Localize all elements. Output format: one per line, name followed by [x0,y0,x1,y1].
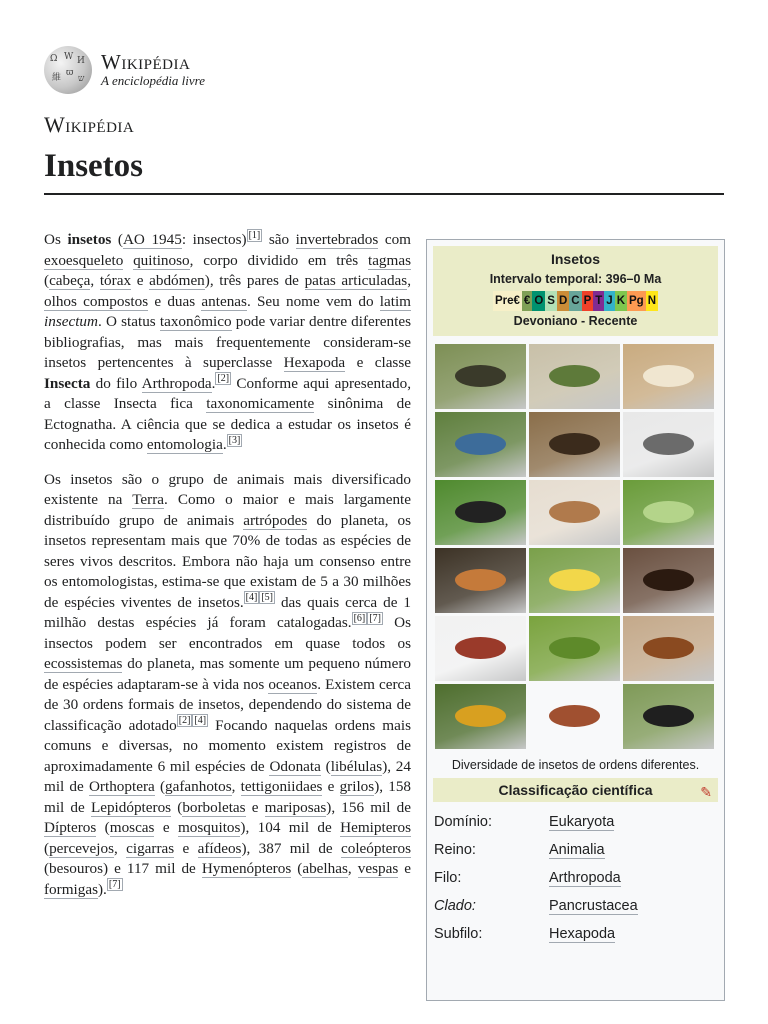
text-run: ), três pares de [204,272,305,289]
text-run: e duas [148,292,202,310]
insect-photo[interactable] [529,412,620,477]
article-body [44,230,411,914]
timeline-period[interactable]: J [604,291,614,311]
timeline-period[interactable]: T [593,291,604,311]
article-link[interactable]: borboletas [182,798,246,816]
article-link[interactable]: Dípteros [44,819,97,836]
classification-row [427,920,724,948]
taxobox-title: Insetos [550,251,600,267]
citation-link[interactable]: [7] [369,612,381,624]
taxon-link[interactable]: Hexapoda [549,925,616,942]
insect-figure [643,637,694,659]
citation-link[interactable]: [2] [178,715,191,727]
article-link[interactable]: abelhas [302,860,348,877]
text-run: , [114,839,127,857]
classification-row [427,892,724,920]
taxobox [426,239,725,1001]
citation-link[interactable]: [6] [353,612,366,624]
text-run: do planeta, os insetos representam mais que 70% de todas as espécies de seres vivos descritos. Embora não haja um consenso entre os entomologistas, estima-se que existam de 5 a 30 milhões de espécies viventes de insetos. [44,511,411,611]
insect-photo[interactable] [623,548,714,613]
article-link[interactable]: tórax [99,272,132,289]
text-run: com [378,231,411,248]
text-run: ), 387 mil de [241,839,341,857]
classification-row [427,864,724,892]
text-run: das quais cerca de 1 milhão destas espécies já foram catalogadas. [44,593,411,631]
text-run: Os insectos podem ser encontrados em quase todos os [44,614,411,652]
article-link[interactable]: Orthoptera [88,778,155,795]
article-link[interactable]: Odonata [269,757,321,775]
insect-photo[interactable] [529,480,620,545]
insect-figure [549,433,600,455]
text-run: ( [44,839,50,857]
text-run: . Como o maior e mais largamente distribuído grupo de animais [44,491,411,529]
insect-figure [455,705,506,727]
insect-photo[interactable] [529,344,620,409]
site-brand[interactable] [101,51,205,89]
classification-title: Classificação científica [498,782,653,798]
article-link[interactable]: entomologia [146,436,223,453]
taxon-link[interactable]: Eukaryota [549,813,615,830]
article-link[interactable]: artrópodes [243,511,308,529]
globe-glyph: И [77,56,85,66]
taxobox-header [433,246,718,336]
text-run: ( [171,798,183,816]
citation-link[interactable]: [7] [108,879,121,891]
classification-row [427,808,724,836]
article-link[interactable]: antenas [201,292,247,310]
site-header [44,46,205,94]
globe-glyph: 維 [52,73,62,83]
title-divider [44,193,724,195]
article-link[interactable]: formigas [44,880,98,898]
insect-figure [549,569,600,591]
article-link[interactable]: taxonomicamente [206,395,315,412]
bold-term: Insecta [44,374,91,392]
article-link[interactable]: tagmas [367,251,411,269]
article-link[interactable]: cigarras [126,839,175,857]
article-link[interactable]: Hymenópteros [201,860,292,877]
article-link[interactable]: latim [379,292,411,310]
globe-glyph: ש [78,74,85,84]
site-wordmark[interactable]: Wikipédia [101,50,191,74]
citation-link[interactable]: [2] [217,373,230,385]
insect-figure [549,501,600,523]
bold-term: insetos [67,231,112,248]
article-link[interactable]: Lepidópteros [90,798,172,816]
insect-figure [643,569,694,591]
insect-photo[interactable] [435,412,526,477]
timeline-period[interactable]: O [532,291,545,311]
article-link[interactable]: invertebrados [295,231,379,248]
text-run: , [231,778,241,795]
rank-label: Domínio: [434,814,493,830]
taxon-link[interactable]: Animalia [549,841,605,858]
text-run: são [262,231,296,248]
article-link[interactable]: cabeça [49,272,91,289]
rank-label[interactable]: Clado: [434,898,476,914]
period-range: Devoniano - Recente [513,314,638,328]
citation-link[interactable]: [4] [245,592,258,604]
timeline-period[interactable]: K [615,291,627,311]
insect-figure [643,501,694,523]
article-link[interactable]: oceanos [268,675,318,693]
text-run: e [322,778,340,795]
globe-glyph: W [64,52,74,62]
rank-label: Subfilo: [434,926,483,942]
timeline-period[interactable]: C [569,291,581,311]
article-link[interactable]: libélulas [330,757,383,775]
insect-figure [549,637,600,659]
text-run: ( [154,778,166,795]
text-run: ), 24 mil de [44,757,411,795]
insect-figure [455,365,506,387]
text-run: e [131,272,150,289]
article-link[interactable]: exoesqueleto [44,251,124,269]
text-run: , [347,860,358,877]
article-link[interactable]: mariposas [264,798,327,816]
text-run: e [154,819,178,836]
text-run: e [174,839,198,857]
text-run: sinônima de Ectognatha. A ciência que se dedica a estudar os insetos é conhecida como [44,395,411,453]
text-run: ( [111,231,123,248]
insect-photo[interactable] [435,548,526,613]
globe-glyph: ϖ [66,68,74,78]
text-run: ( [291,860,303,877]
insect-figure [549,365,600,387]
text-run: ), 156 mil de [326,798,411,816]
image-caption: Diversidade de insetos de ordens diferentes. [451,758,700,772]
italic-term: insectum [44,313,98,330]
article-link[interactable]: AO 1945 [122,231,182,248]
insect-figure [455,569,506,591]
insect-figure [643,365,694,387]
text-run: ( [320,757,331,775]
timeline-period[interactable]: N [646,291,658,311]
insect-image-grid [435,344,724,749]
text-run: do planeta, mas somente um pequeno número de espécies adaptaram-se à vida nos [44,655,411,693]
text-run: Conforme aqui apresentado, a classe Insecta fica [44,374,411,412]
timeline-period[interactable]: S [545,291,557,311]
classification-row [427,836,724,864]
insect-figure [455,501,506,523]
site-tagline: A enciclopédia livre [101,73,205,88]
insect-photo[interactable] [435,684,526,749]
citation-link[interactable]: [1] [248,229,261,241]
article-link[interactable]: gafanhotos [165,778,232,795]
insect-figure [643,433,694,455]
article-link[interactable]: ecossistemas [44,655,123,672]
text-run: ). [98,880,107,898]
globe-glyph: Ω [50,54,58,64]
geologic-timeline[interactable] [433,291,718,311]
rank-label: Filo: [434,870,462,886]
text-run: ( [44,272,50,289]
text-run: , [407,272,411,289]
secondary-wordmark: Wikipédia [44,112,135,137]
edit-pencil-icon[interactable]: ✎ [700,784,712,800]
text-run: , [90,272,100,289]
text-run: e [398,860,412,877]
insect-photo[interactable] [623,412,714,477]
text-run: e classe [345,354,411,371]
article-link[interactable]: tettigoniidaes [240,778,323,795]
citation-link[interactable]: [3] [228,434,241,446]
page-title: Insetos [44,148,144,184]
article-link[interactable]: abdómen [149,272,205,289]
article-link[interactable]: mosquitos [177,819,241,836]
insect-photo[interactable] [623,684,714,749]
classification-table [427,808,724,948]
article-link[interactable]: Hemipteros [340,819,411,836]
rank-label: Reino: [434,842,476,858]
text-run: ( [96,819,110,836]
text-run [123,252,133,269]
text-run: do filo [90,374,142,392]
article-link[interactable]: vespas [357,860,399,877]
insect-photo[interactable] [529,616,620,681]
text-run: Focando naquelas ordens mais comuns e diversas, no momento existem registros de aproximadamente 6 mil espécies de [44,716,411,775]
text-run: ), 104 mil de [240,819,341,836]
timeline-period[interactable]: € [522,291,532,311]
insect-figure [455,637,506,659]
insect-photo[interactable] [623,616,714,681]
temporal-range: Intervalo temporal: 396–0 Ma [489,272,662,286]
insect-figure [455,433,506,455]
text-run: , corpo dividido em três [189,251,368,269]
text-run: Os [44,231,68,248]
insect-photo[interactable] [623,480,714,545]
insect-figure [549,705,600,727]
timeline-period[interactable]: Pre€ [493,291,522,311]
insect-photo[interactable] [435,616,526,681]
citation-link[interactable]: [5] [261,592,273,604]
citation-link[interactable]: [4] [194,715,207,727]
text-run: . Seu nome vem do [246,292,380,310]
article-link[interactable]: quitinoso [133,251,190,269]
text-run: . [222,436,227,453]
insect-photo[interactable] [435,480,526,545]
text-run: ), 158 mil de [44,778,412,816]
paragraph-1 [44,230,411,456]
article-link[interactable]: Hexapoda [283,354,346,371]
article-link[interactable]: taxonômico [159,313,232,330]
wikipedia-globe-icon[interactable] [44,46,92,94]
timeline-period[interactable]: Pg [627,291,646,311]
article-link[interactable]: moscas [109,819,155,836]
text-run: Os insetos são o grupo de animais mais diversificado existente na [44,470,411,508]
text-run: : insectos) [181,231,247,248]
text-run: . Existem cerca de 30 ordens formais de insetos, dependendo do sistema de classificação adotado [44,675,411,734]
text-run: (besouros) e 117 mil de [44,860,202,877]
timeline-period[interactable]: P [582,291,594,311]
article-link[interactable]: percevejos [49,839,114,857]
timeline-period[interactable]: D [557,291,569,311]
article-link[interactable]: olhos compostos [44,292,149,310]
text-run: pode variar dentre diferentes bibliografias, mas mais frequentemente consideram-se insetos pertencentes à superclasse [44,313,412,371]
article-link[interactable]: Terra [132,491,165,508]
insect-photo[interactable] [623,344,714,409]
article-link[interactable]: patas articuladas [304,272,408,289]
article-link[interactable]: afídeos [197,839,242,857]
insect-photo[interactable] [529,684,620,749]
text-run: e [245,798,265,816]
insect-photo[interactable] [435,344,526,409]
text-run: . [211,374,216,392]
taxon-link[interactable]: Arthropoda [549,869,621,886]
article-link[interactable]: grilos [339,778,375,795]
classification-header [433,778,718,802]
taxon-link[interactable]: Pancrustacea [549,897,638,914]
article-link[interactable]: coleópteros [340,839,411,857]
insect-photo[interactable] [529,548,620,613]
text-run: . O status [98,313,160,330]
paragraph-2 [44,470,411,901]
insect-figure [643,705,694,727]
article-link[interactable]: Arthropoda [141,374,212,392]
